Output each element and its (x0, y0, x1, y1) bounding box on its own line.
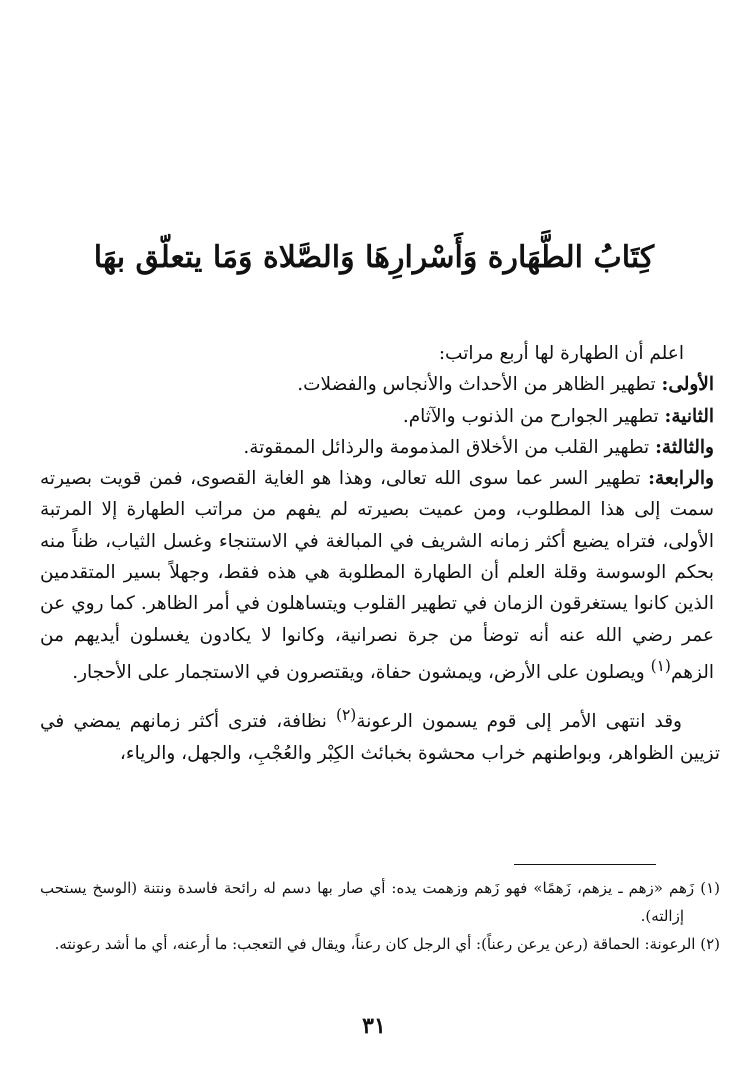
intro-line: اعلم أن الطهارة لها أربع مراتب: (438, 343, 684, 364)
main-text (40, 338, 720, 769)
footnote-marker: (٢) (700, 935, 720, 953)
rank-third (40, 432, 720, 463)
footnote-ref: (١) (650, 656, 671, 675)
rank-label: الثانية: (664, 405, 714, 427)
footnotes (40, 874, 720, 958)
rank-text: تطهير السر عما سوى الله تعالى، وهذا هو الغاية القصوى، فمن قويت بصيرته سمت إلى هذا المطلوب، ومن عميت بصيرته لم يفهم من مراتب الطهارة إلا المرتبة الأولى، فتراه يضيع أكثر زمانه الشريف في المبالغة في الاستنجاء وغسل الثياب، ظناً منه بحكم الوسوسة وقلة العلم أن الطهارة المطلوبة هي هذه فقط، وجهلاً بسير المتقدمين الذين كانوا يستغرقون الزمان في تطهير القلوب ويتساهلون في أمر الظاهر. كما روي عن عمر رضي الله عنه أنه توضأ من جرة نصرانية، وكانوا لا يكادون يغسلون أيديهم من الزهم (40, 468, 714, 684)
footnote (40, 874, 720, 930)
rank-label: والرابعة: (648, 468, 714, 490)
rank-text: تطهير الظاهر من الأحداث والأنجاس والفضلات. (297, 374, 662, 396)
footnote-divider (514, 864, 656, 865)
footnote-ref: (٢) (335, 706, 357, 725)
paragraph-text: وقد انتهى الأمر إلى قوم يسمون الرعونة (356, 711, 682, 733)
paragraph-text-tail: نظافة، فترى أكثر زمانهم يمضي في تزيين الظواهر، وبواطنهم خراب محشوة بخبائث الكِبْر والعُجْبِ، والجهل، والرياء، (40, 711, 720, 764)
rank-text: تطهير الجوارح من الذنوب والآثام. (402, 405, 665, 427)
rank-text: تطهير القلب من الأخلاق المذمومة والرذائل الممقوتة. (243, 436, 656, 458)
rank-label: والثالثة: (655, 436, 714, 458)
rank-second (40, 401, 720, 432)
footnote-marker: (١) (700, 879, 720, 897)
rank-first (40, 369, 720, 400)
rank-label: الأولى: (661, 374, 714, 396)
rank-text-tail: ويصلون على الأرض، ويمشون حفاة، ويقتصرون في الاستجمار على الأحجار. (72, 662, 651, 684)
second-paragraph (40, 700, 720, 769)
footnote-text: الرعونة: الحماقة (رعن يرعن رعناً): أي الرجل كان رعناً، ويقال في التعجب: ما أرعنه، أي ما أشد رعونته. (54, 935, 701, 953)
rank-fourth (40, 463, 720, 688)
chapter-title: كِتَابُ الطَّهَارة وَأَسْرارِهَا وَالصَّلاة وَمَا يتعلّق بهَا (93, 240, 655, 275)
page-number: ٣١ (362, 1013, 386, 1039)
footnote (40, 930, 720, 958)
footnote-text: زَهم «زهم ـ يزهم، زَهمًا» فهو زَهم وزهمت يده: أي صار بها دسم له رائحة فاسدة ونتنة (الوسخ يستحب إزالته). (40, 879, 701, 925)
